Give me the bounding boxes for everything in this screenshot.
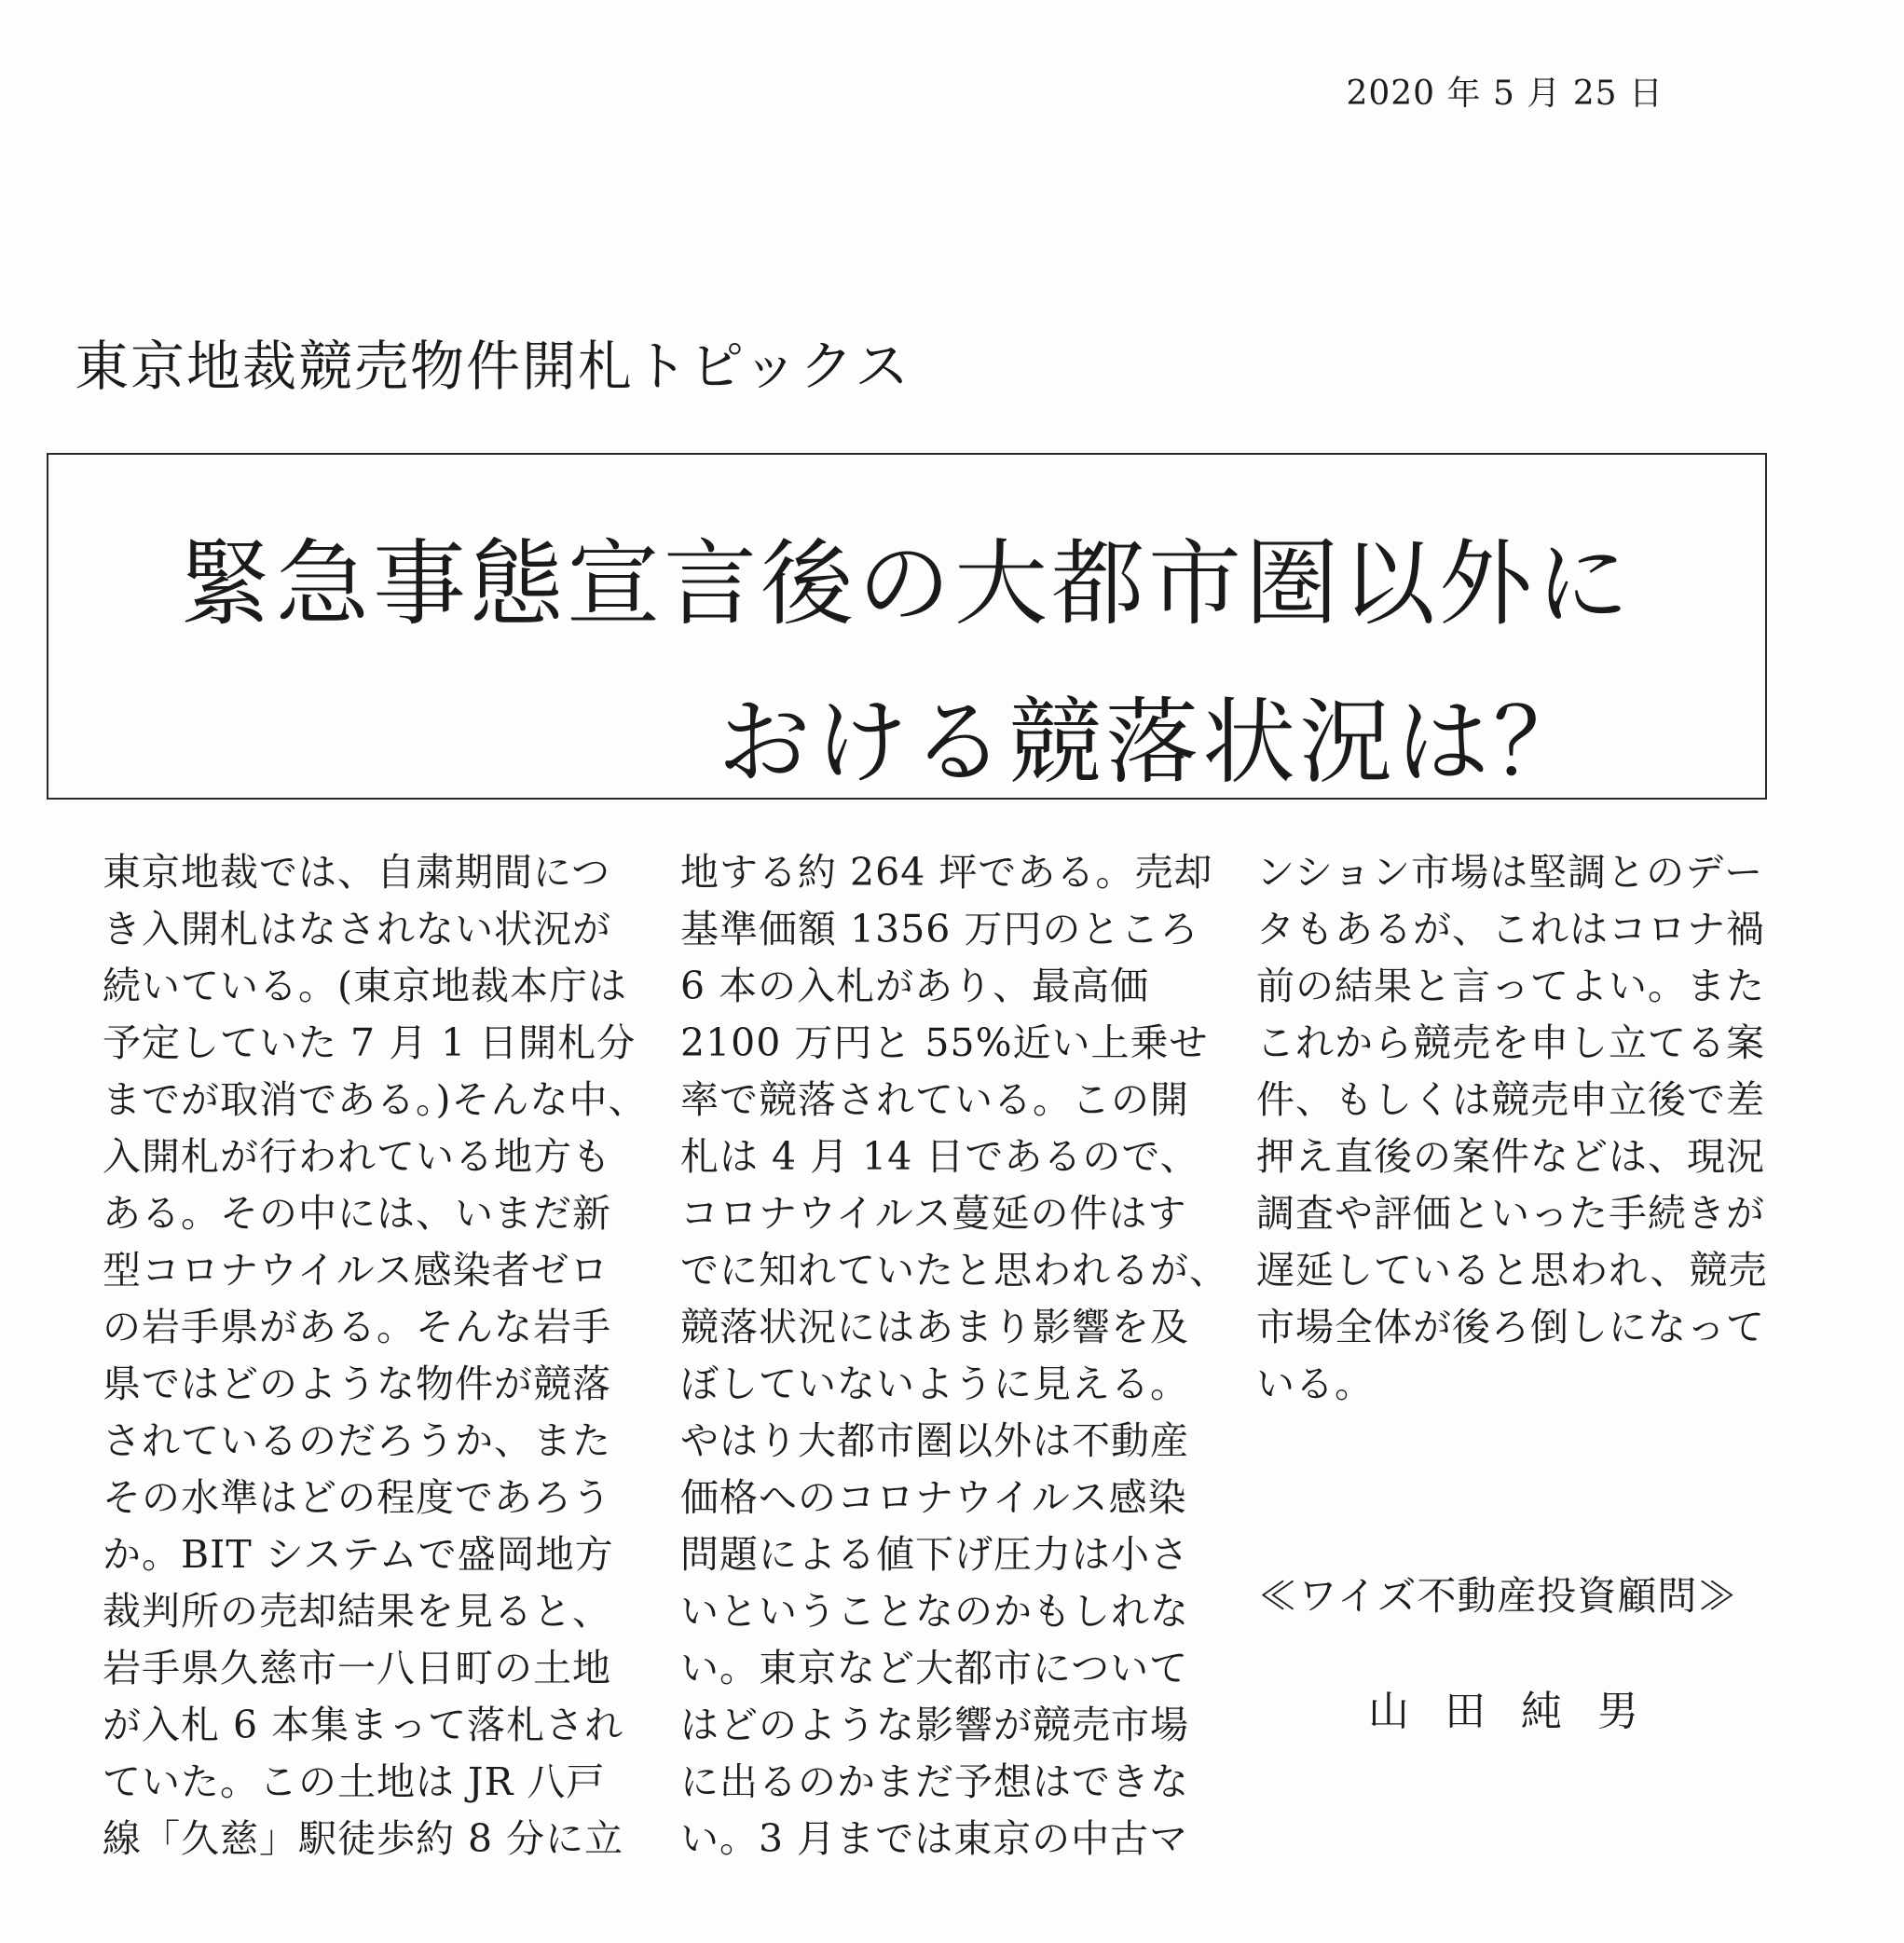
article-text-line: い。3 月までは東京の中古マ: [680, 1816, 1189, 1861]
article-text-line: 調査や評価といった手続きが: [1256, 1191, 1765, 1236]
author-name: 山田純男: [1368, 1688, 1674, 1735]
article-text-line: 岩手県久慈市一八日町の土地: [103, 1646, 611, 1690]
article-text-line: やはり大都市圏以外は不動産: [680, 1418, 1189, 1463]
article-text-line: 型コロナウイルス感染者ゼロ: [103, 1248, 610, 1293]
article-text-line: 札は 4 月 14 日であるので、: [680, 1134, 1199, 1179]
article-text-line: いる。: [1256, 1361, 1374, 1406]
article-text-line: 基準価額 1356 万円のところ: [680, 907, 1199, 951]
headline-box: [47, 453, 1767, 800]
article-column-1: [103, 844, 648, 1868]
article-text-line: ンション市場は堅調とのデー: [1256, 850, 1764, 895]
article-text-line: 押え直後の案件などは、現況: [1256, 1134, 1765, 1179]
article-text-line: ていた。この土地は JR 八戸: [103, 1759, 606, 1804]
article-text-line: 遅延していると思われ、競売: [1256, 1248, 1768, 1293]
headline-line-1: 緊急事態宣言後の大都市圏以外に: [179, 529, 1633, 638]
article-text-line: ぼしていないように見える。: [680, 1361, 1189, 1406]
article-text-line: 2100 万円と 55%近い上乗せ: [680, 1020, 1209, 1065]
article-text-line: 問題による値下げ圧力は小さ: [680, 1532, 1189, 1577]
article-text-line: ある。その中には、いまだ新: [103, 1191, 611, 1236]
article-text-line: の岩手県がある。そんな岩手: [103, 1305, 611, 1349]
article-text-line: 価格へのコロナウイルス感染: [680, 1475, 1187, 1520]
article-text-line: が入札 6 本集まって落札され: [103, 1703, 624, 1747]
author-organization: ≪ワイズ不動産投資顧問≫: [1258, 1573, 1738, 1619]
article-text-line: 線「久慈」駅徒歩約 8 分に立: [103, 1816, 624, 1861]
article-text-line: 裁判所の売却結果を見ると、: [103, 1589, 611, 1634]
article-text-line: までが取消である。)そんな中、: [103, 1077, 648, 1122]
article-text-line: されているのだろうか、また: [103, 1418, 611, 1463]
article-text-line: 予定していた 7 月 1 日開札分: [103, 1020, 637, 1065]
article-text-line: コロナウイルス蔓延の件はす: [680, 1191, 1187, 1236]
article-column-3: [1256, 844, 1768, 1413]
article-text-line: 件、もしくは競売申立後で差: [1256, 1077, 1765, 1122]
headline-line-2: おける競落状況は？: [718, 688, 1590, 797]
article-text-line: 続いている。(東京地裁本庁は: [103, 964, 627, 1008]
article-text-line: でに知れていたと思われるが、: [680, 1248, 1228, 1293]
article-text-line: 前の結果と言ってよい。また: [1256, 964, 1765, 1008]
article-text-line: 競落状況にはあまり影響を及: [680, 1305, 1189, 1349]
article-text-line: これから競売を申し立てる案: [1256, 1020, 1765, 1065]
article-text-line: 地する約 264 坪である。売却: [680, 850, 1213, 895]
article-text-line: 県ではどのような物件が競落: [103, 1361, 611, 1406]
article-text-line: 率で競落されている。この開: [680, 1077, 1189, 1122]
article-text-line: タもあるが、これはコロナ禍: [1256, 907, 1765, 951]
article-column-2: [680, 844, 1228, 1868]
article-text-line: に出るのかまだ予想はできな: [680, 1759, 1189, 1804]
article-text-line: 入開札が行われている地方も: [103, 1134, 611, 1179]
section-title: 東京地裁競売物件開札トピックス: [75, 335, 911, 398]
article-text-line: 東京地裁では、自粛期間につ: [103, 850, 611, 895]
article-text-line: い。東京など大都市について: [680, 1646, 1189, 1690]
article-text-line: か。BIT システムで盛岡地方: [103, 1532, 614, 1577]
article-text-line: き入開札はなされない状況が: [103, 907, 611, 951]
document-date: 2020 年 5 月 25 日: [1346, 75, 1664, 113]
article-text-line: 市場全体が後ろ倒しになって: [1256, 1305, 1765, 1349]
article-text-line: はどのような影響が競売市場: [680, 1703, 1189, 1747]
article-text-line: いということなのかもしれな: [680, 1589, 1189, 1634]
article-text-line: 6 本の入札があり、最高価: [680, 964, 1150, 1008]
article-text-line: その水準はどの程度であろう: [103, 1475, 611, 1520]
